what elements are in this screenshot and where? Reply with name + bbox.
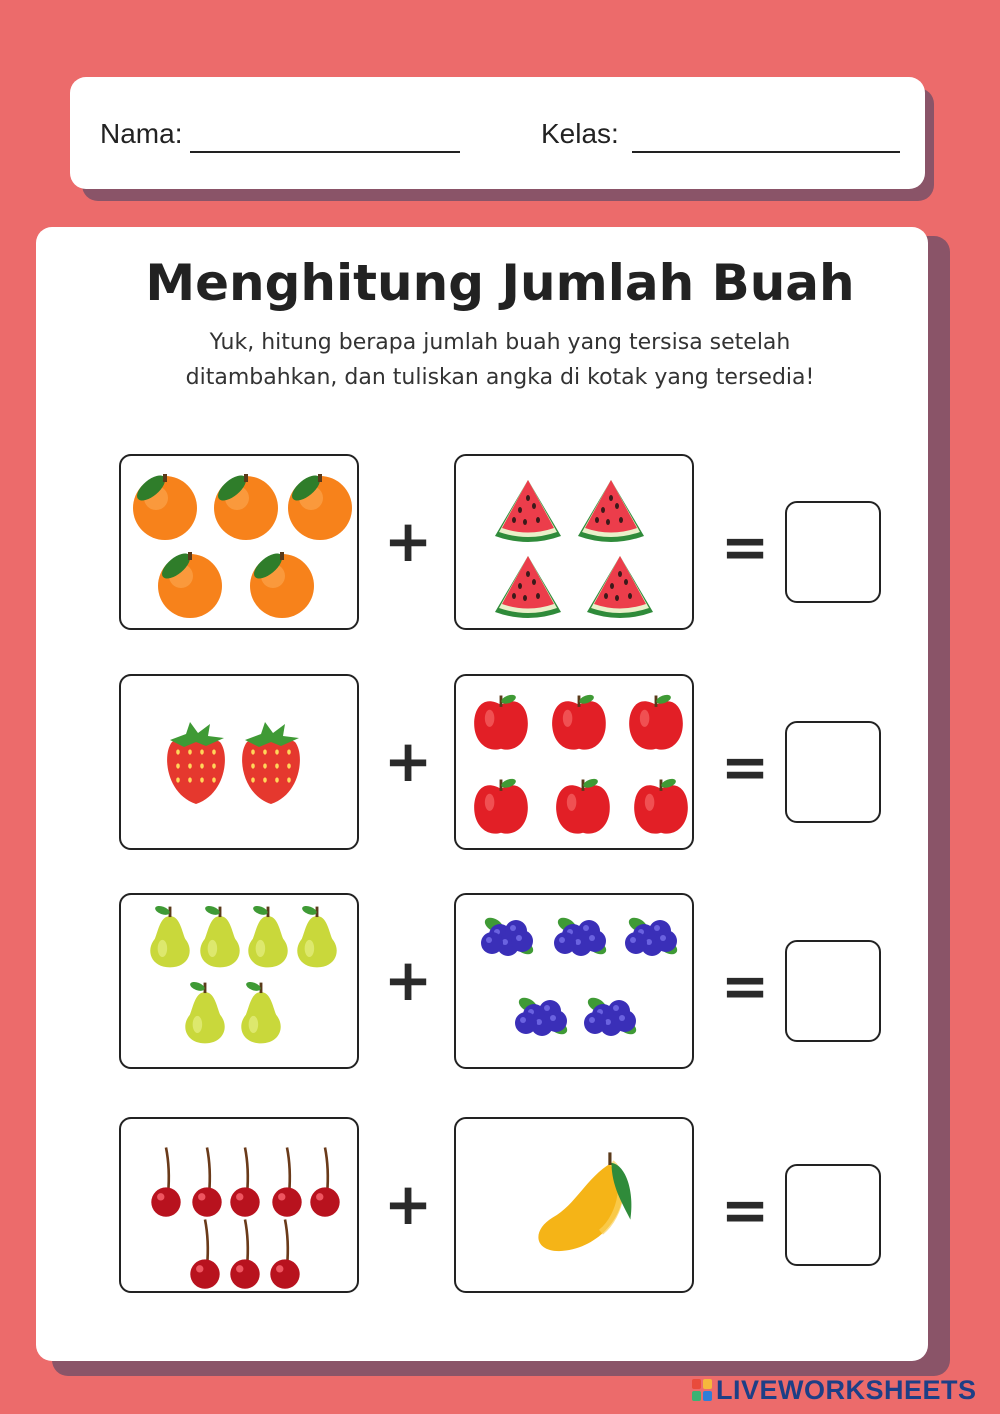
brand-name: LIVEWORKSHEETS xyxy=(716,1375,977,1405)
name-field[interactable] xyxy=(190,151,460,153)
brand-icon xyxy=(692,1379,712,1401)
watermelon-slice-icon xyxy=(495,556,561,618)
strawberry-icon xyxy=(167,722,225,804)
watermelon-slice-icon xyxy=(578,480,644,542)
apple-icon xyxy=(634,777,688,834)
page-title: Menghitung Jumlah Buah xyxy=(145,254,855,312)
watermelon-group xyxy=(456,456,692,628)
plus-sign: + xyxy=(383,1170,433,1238)
right-fruit-box xyxy=(454,893,694,1069)
orange-icon xyxy=(158,549,222,618)
apple-icon xyxy=(552,693,606,750)
cherry-icon xyxy=(272,1148,301,1217)
name-label: Nama: xyxy=(100,118,183,149)
pear-icon xyxy=(297,904,336,967)
cherry-icon xyxy=(270,1220,299,1289)
class-label: Kelas: xyxy=(541,118,619,149)
instructions-line-1: Yuk, hitung berapa jumlah buah yang tersisa setelah xyxy=(209,330,791,355)
plus-sign: + xyxy=(383,727,433,795)
cherry-icon xyxy=(190,1220,219,1289)
strawberry-group xyxy=(121,676,357,848)
apple-group xyxy=(456,676,692,848)
left-fruit-box xyxy=(119,454,359,630)
answer-box-2[interactable] xyxy=(785,721,881,823)
cherry-icon xyxy=(151,1148,180,1217)
left-fruit-box xyxy=(119,1117,359,1293)
orange-icon xyxy=(250,549,314,618)
watermelon-slice-icon xyxy=(495,480,561,542)
equals-sign: = xyxy=(720,952,770,1020)
cherry-icon xyxy=(230,1148,259,1217)
equals-sign: = xyxy=(720,1176,770,1244)
plus-sign: + xyxy=(383,507,433,575)
answer-box-1[interactable] xyxy=(785,501,881,603)
pear-icon xyxy=(200,904,239,967)
blueberry-cluster-icon xyxy=(481,915,536,957)
blueberry-cluster-icon xyxy=(584,995,639,1037)
problem-row-1 xyxy=(0,454,1000,634)
problem-row-3 xyxy=(0,893,1000,1073)
orange-group xyxy=(121,456,357,628)
cherry-icon xyxy=(310,1148,339,1217)
mango-group xyxy=(456,1119,692,1291)
problem-row-4 xyxy=(0,1117,1000,1297)
orange-icon xyxy=(214,471,278,540)
strawberry-icon xyxy=(242,722,300,804)
class-field[interactable] xyxy=(632,151,900,153)
pear-icon xyxy=(241,980,280,1043)
blueberry-cluster-icon xyxy=(515,995,570,1037)
pear-group xyxy=(121,895,357,1067)
left-fruit-box xyxy=(119,893,359,1069)
answer-box-3[interactable] xyxy=(785,940,881,1042)
answer-box-4[interactable] xyxy=(785,1164,881,1266)
apple-icon xyxy=(629,693,683,750)
cherry-icon xyxy=(192,1148,221,1217)
pear-icon xyxy=(185,980,224,1043)
mango-icon xyxy=(538,1152,631,1251)
apple-icon xyxy=(556,777,610,834)
right-fruit-box xyxy=(454,674,694,850)
blueberry-cluster-icon xyxy=(625,915,680,957)
orange-icon xyxy=(133,471,197,540)
right-fruit-box xyxy=(454,454,694,630)
cherry-icon xyxy=(230,1220,259,1289)
instructions-line-2: ditambahkan, dan tuliskan angka di kotak yang tersedia! xyxy=(185,365,815,390)
left-fruit-box xyxy=(119,674,359,850)
problem-row-2 xyxy=(0,674,1000,854)
blueberry-group xyxy=(456,895,692,1067)
name-class-card xyxy=(70,77,925,189)
cherry-group xyxy=(121,1119,357,1291)
apple-icon xyxy=(474,693,528,750)
plus-sign: + xyxy=(383,946,433,1014)
liveworksheets-logo[interactable] xyxy=(690,1373,990,1407)
orange-icon xyxy=(288,471,352,540)
equals-sign: = xyxy=(720,733,770,801)
pear-icon xyxy=(248,904,287,967)
apple-icon xyxy=(474,777,528,834)
right-fruit-box xyxy=(454,1117,694,1293)
pear-icon xyxy=(150,904,189,967)
watermelon-slice-icon xyxy=(587,556,653,618)
blueberry-cluster-icon xyxy=(554,915,609,957)
equals-sign: = xyxy=(720,513,770,581)
